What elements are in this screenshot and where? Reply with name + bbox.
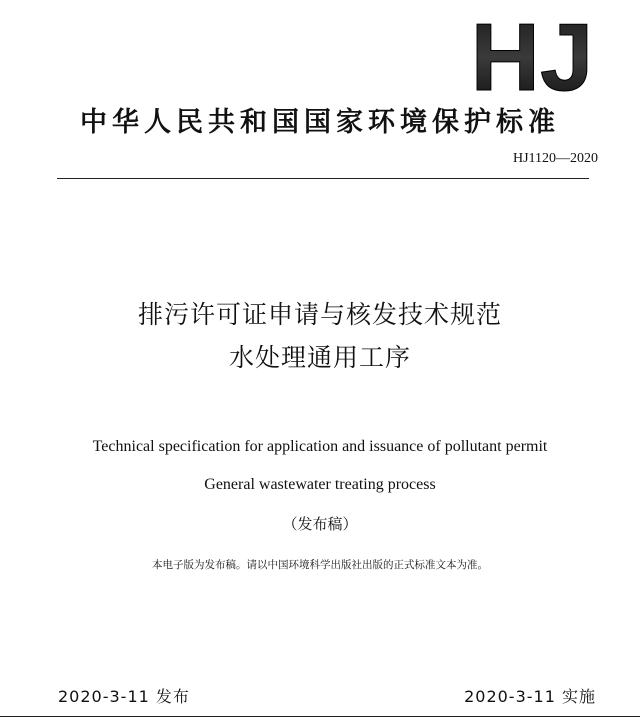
effective-label: 实施 <box>561 687 596 706</box>
header-divider <box>57 178 589 179</box>
issue-date: 2020-3-11 <box>58 687 150 706</box>
title-chinese-line2: 水处理通用工序 <box>228 343 411 372</box>
hj-logo-text: HJ <box>470 10 594 100</box>
effective-date-block <box>464 684 596 707</box>
standard-code: HJ1120—2020 <box>512 151 598 166</box>
title-chinese-line1: 排污许可证申请与核发技术规范 <box>137 300 502 329</box>
title-english-line2: General wastewater treating process <box>204 476 436 493</box>
title-english-line1: Technical specification for application and issuance of pollutant permit <box>92 438 548 455</box>
footer-divider <box>0 716 640 717</box>
hj-logo <box>462 10 602 100</box>
issue-date-block <box>58 684 190 707</box>
issuing-organization: 中华人民共和国国家环境保护标准 <box>80 107 560 138</box>
effective-date: 2020-3-11 <box>464 687 556 706</box>
draft-label: （发布稿） <box>282 515 358 533</box>
edition-notice: 本电子版为发布稿。请以中国环境科学出版社出版的正式标准文本为准。 <box>152 559 488 571</box>
issue-label: 发布 <box>155 687 190 706</box>
